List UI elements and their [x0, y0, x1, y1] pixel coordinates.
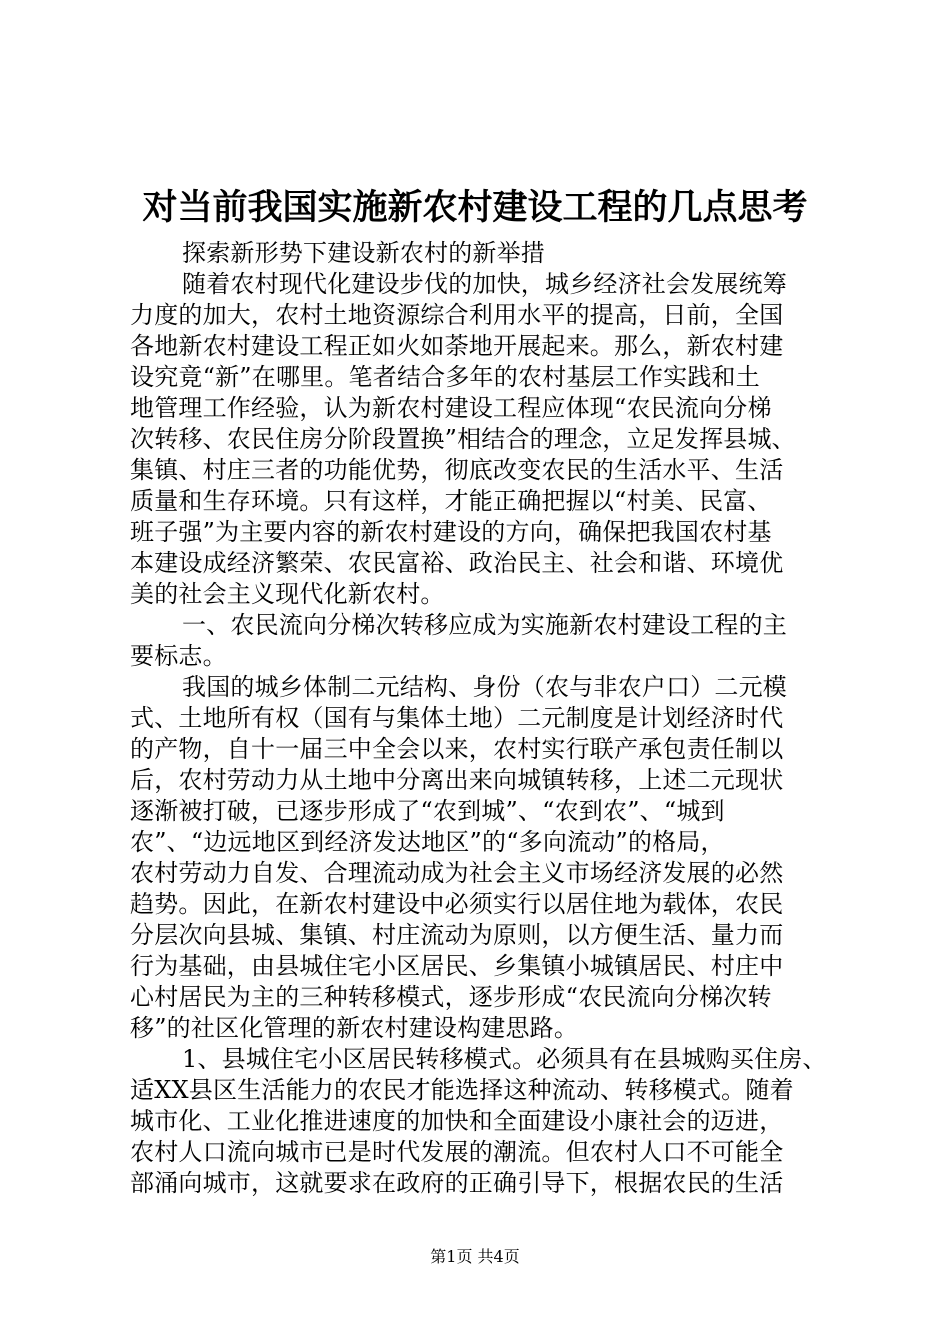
text-line: 班子强”为主要内容的新农村建设的方向，确保把我国农村基	[130, 518, 772, 546]
text-line: 地管理工作经验，认为新农村建设工程应体现“农民流向分梯	[130, 394, 772, 422]
text-line: 随着农村现代化建设步伐的加快，城乡经济社会发展统筹	[182, 270, 787, 298]
text-line: 一、农民流向分梯次转移应成为实施新农村建设工程的主	[182, 611, 787, 639]
text-line: 分层次向县城、集镇、村庄流动为原则，以方便生活、量力而	[130, 921, 784, 949]
text-line: 各地新农村建设工程正如火如荼地开展起来。那么，新农村建	[130, 332, 784, 360]
text-line: 农”、“边远地区到经济发达地区”的“多向流动”的格局，	[130, 828, 725, 856]
text-line: 心村居民为主的三种转移模式，逐步形成“农民流向分梯次转	[130, 983, 772, 1011]
text-line: 逐渐被打破，已逐步形成了“农到城”、“农到农”、“城到	[130, 797, 725, 825]
text-line: 的产物，自十一届三中全会以来，农村实行联产承包责任制以	[130, 735, 784, 763]
text-line: 农村人口流向城市已是时代发展的潮流。但农村人口不可能全	[130, 1138, 784, 1166]
text-line: 农村劳动力自发、合理流动成为社会主义市场经济发展的必然	[130, 859, 784, 887]
text-line: 移”的社区化管理的新农村建设构建思路。	[130, 1014, 579, 1042]
text-line: 我国的城乡体制二元结构、身份（农与非农户口）二元模	[182, 673, 787, 701]
text-line: 探索新形势下建设新农村的新举措	[182, 239, 545, 267]
text-line: 质量和生存环境。只有这样，才能正确把握以“村美、民富、	[130, 487, 772, 515]
text-line: 要标志。	[130, 642, 227, 670]
text-line: 城市化、工业化推进速度的加快和全面建设小康社会的迈进，	[130, 1107, 784, 1135]
text-line: 适XX县区生活能力的农民才能选择这种流动、转移模式。随着	[130, 1076, 794, 1104]
text-line: 本建设成经济繁荣、农民富裕、政治民主、社会和谐、环境优	[130, 549, 784, 577]
text-line: 设究竟“新”在哪里。笔者结合多年的农村基层工作实践和土	[130, 363, 760, 391]
page-footer: 第1页 共4页	[430, 1247, 520, 1266]
text-line: 美的社会主义现代化新农村。	[130, 580, 445, 608]
text-line: 力度的加大，农村土地资源综合利用水平的提高，日前，全国	[130, 301, 784, 329]
text-line: 集镇、村庄三者的功能优势，彻底改变农民的生活水平、生活	[130, 456, 784, 484]
text-line: 趋势。因此，在新农村建设中必须实行以居住地为载体，农民	[130, 890, 784, 918]
text-line: 后，农村劳动力从土地中分离出来向城镇转移，上述二元现状	[130, 766, 784, 794]
text-line: 部涌向城市，这就要求在政府的正确引导下，根据农民的生活	[130, 1169, 784, 1197]
text-line: 式、土地所有权（国有与集体土地）二元制度是计划经济时代	[130, 704, 784, 732]
document-body	[130, 238, 830, 1199]
text-line: 行为基础，由县城住宅小区居民、乡集镇小城镇居民、村庄中	[130, 952, 784, 980]
document-title: 对当前我国实施新农村建设工程的几点思考	[142, 187, 808, 228]
text-line: 1、县城住宅小区居民转移模式。必须具有在县城购买住房、	[182, 1045, 827, 1073]
text-line: 次转移、农民住房分阶段置换”相结合的理念，立足发挥县城、	[130, 425, 796, 453]
